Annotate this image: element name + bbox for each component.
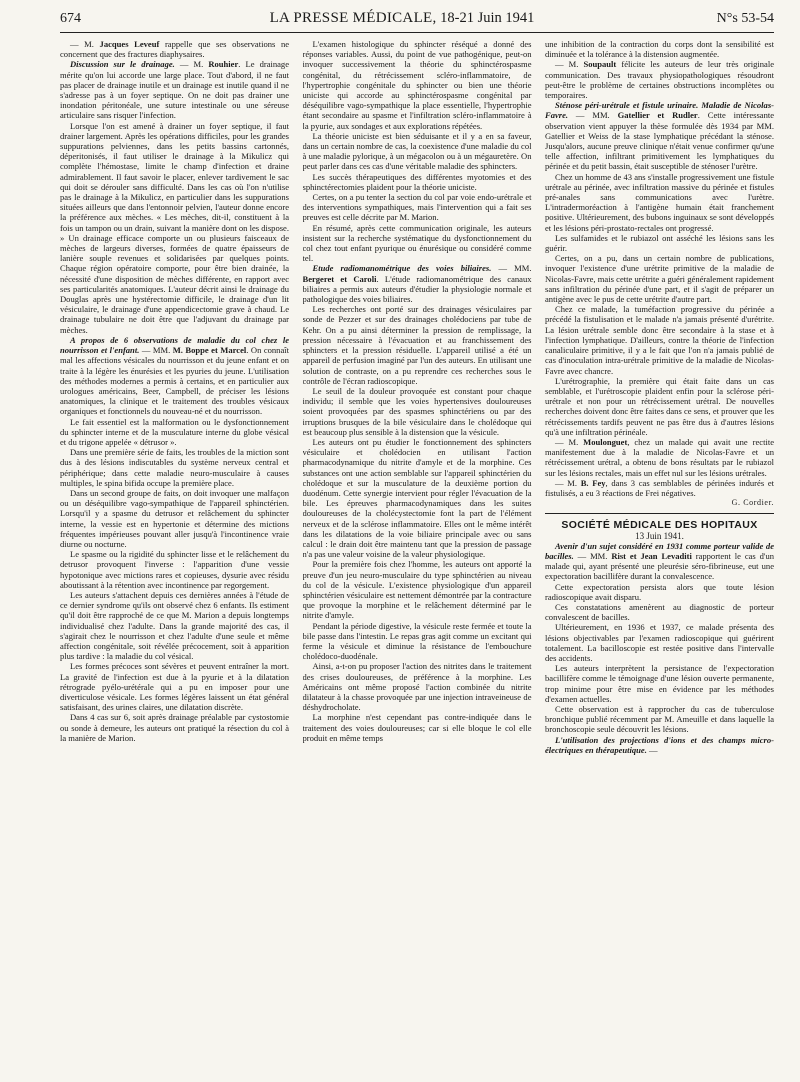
society-title: SOCIÉTÉ MÉDICALE DES HOPITAUX [561,519,758,532]
page-number: 674 [60,11,81,26]
signature: G. Cordier. [731,498,774,508]
paragraph: — M. Moulonguet, chez un malade qui avait une rectite manifestement due à la maladie de Nicolas-Favre et un rétrécissement urétral, a obtenu de bons résultats par le rubiazol sur les lésions rectales, mais un effet nul sur les lésions urétrales. [545,436,774,478]
column-3 [545,39,774,1079]
paragraph: En résumé, après cette communication originale, les auteurs insistent sur la recherche systématique du dysfonctionnement du col chez tout enfant pyurique ou énurésique ou considéré comme tel. [302,222,532,264]
section-heading: Avenir d'un sujet considéré en 1931 comme porteur valide de bacilles. [545,540,774,561]
section-paragraph: A propos de 6 observations de maladie du col chez le nourrisson et l'enfant. — MM. M. Boppe et Marcel. On connaît mal les affections vésicales du nourrisson et du jeune enfant et on traite à la légère les énurésies et les pyuries du jeune. L'utilisation des méthodes modernes a permis à certains, et en particulier aux urologues américains, Beer, Campbell, de préciser les lésions anatomiques, la clinique et le traitement des troubles vésicaux organiques et fonctionnels du nouveau-né et du nourrisson. [60,334,289,417]
section-heading: L'utilisation des projections d'ions et des champs micro-électriques en thérapeutique. [545,734,774,755]
paragraph: La morphine n'est cependant pas contre-indiquée dans le traitement des voies douloureuses; car si elle bloque le col elle produit en même temps [302,712,532,743]
column-1 [60,39,289,1079]
paragraph: Dans 4 cas sur 6, soit après drainage préalable par cystostomie ou sonde à demeure, les auteurs ont pratiqué la résection du col à la manière de Marion. [60,712,289,743]
paragraph: Le seuil de la douleur provoquée est constant pour chaque individu; il semble que les voies hypertensives douloureuses soient provoquées par des spasmes sphinctériens ou par des irruptions brusques de la bile vésiculaire dans le cholédoque qui est beaucoup plus sensible à la distension que la vésicule. [302,385,532,437]
journal-title: LA PRESSE MÉDICALE, [269,10,437,26]
author-name: Moulonguet [583,436,628,447]
paragraph: Cette expectoration persista alors que toute lésion radioscopique avait disparu. [545,581,774,602]
author-name: Bergeret et Caroli [302,273,377,284]
author-name: Gatellier et Rudler [617,110,698,121]
session-date: 13 Juin 1941. [635,530,684,541]
paragraph: L'examen histologique du sphincter réséqué a donné des réponses variables. Aussi, du point de vue pathogénique, peut-on invoquer successivement la théorie du sphinctérospasme congénital, du rétrécissement scléro-inflammatoire, de l'hypertrophie congénitale du sphincter ou bien une théorie uniciste qui accorde au sphinctérospasme congénital par déséquilibre vago-sympathique la place essentielle, l'hypertrophie étant secondaire au spasme et l'infiltration scléro-inflammatoire à la pyurie, aux sondages et aux explorations répétées. [302,39,532,131]
issue-date: 18-21 Juin 1941 [440,10,535,26]
paragraph: Le spasme ou la rigidité du sphincter lisse et le relâchement du detrusor provoquent l'inverse : l'apparition d'une vessie hypotonique avec mictions rares et copieuses, dysurie avec résidu aboutissant à la rétention avec incontinence par regorgement. [60,549,289,590]
paragraph: Certes, on a pu tenter la section du col par voie endo-urétrale et des interventions sympathiques, mais l'intervention qui a fait ses preuves est celle décrite par M. Marion. [302,192,532,223]
paragraph: L'urétrographie, la première qui était faite dans un cas semblable, et l'urétroscopie plaident enfin pour la sclérose péri-urétrale et non pour un rétrécissement urétral. De nouvelles recherches doivent donc être faites dans ce sens, et prouver que les rétrécissements tardifs peuvent ne pas être dus à d'autres lésions qu'à une infiltration périnéale. [545,375,774,437]
paragraph: — M. B. Fey, dans 3 cas semblables de périnées indurés et fistulisés, a eu 3 réactions de Frei négatives. [545,477,774,498]
section-paragraph: Avenir d'un sujet considéré en 1931 comme porteur valide de bacilles. — MM. Rist et Jean Levaditi rapportent le cas d'un malade qui, ayant présenté une pleurésie séro-fibrineuse, eut une expectoration bacillifère durant la convalescence. [545,540,774,582]
paragraph: Les auteurs ont pu étudier le fonctionnement des sphincters vésiculaire et cholédocien en utilisant l'action pharmacodynamique du nitrite d'amyle et de la morphine. Ces substances ont une action semblable sur l'appareil sphinctérien du cholédoque et sur la musculature de la deuxième portion du duodénum. Cette synergie intervient pour régler l'évacuation de la bile. Les épreuves pharmacodynamiques dans les suites douloureuses de la cholécystectomie font la part de l'élément nerveux et de la sclérose inflammatoire. Elles ont le même intérêt dans les dilatations de la voie biliaire principale avec ou sans calcul : le drain doit être maintenu tant que la pression de passage n'a pas une valeur voisine de la valeur physiologique. [302,436,532,560]
section-paragraph: Discussion sur le drainage. — M. Rouhier. Le drainage mérite qu'on lui accorde une large place. Tout d'abord, il ne faut pas placer de drainage inutile et un drainage est inutile quand il ne s'adresse pas à un foyer septique. On ne doit pas drainer une inondation péritonéale, une suture intestinale ou une séreuse articulaire sans risquer l'infection. [60,59,289,121]
paragraph: Chez un homme de 43 ans s'installe progressivement une fistule urétrale au périnée, avec infiltration massive du périnée et fistules pré-anales sans communications avec l'urètre. L'intradermoréaction à l'antigène humain était franchement positive. Ultérieurement, des bubons inguinaux se sont développés et les lésions péri-prostato-rectales ont progressé. [545,171,774,233]
page-header [60,10,774,33]
column-2 [303,39,532,1079]
section-heading: Sténose péri-urétrale et fistule urinaire. Maladie de Nicolas-Favre. [545,100,774,121]
paragraph: Les sulfamides et le rubiazol ont asséché les lésions sans les guérir. [545,232,774,254]
section-heading: A propos de 6 observations de maladie du col chez le nourrisson et l'enfant. [60,334,289,356]
author-name: Soupault [583,59,617,70]
paragraph: Lorsque l'on est amené à drainer un foyer septique, il faut drainer largement. Après les opérations difficiles, pour les grandes suppurations pelviennes, dans les petits bassins cartonnés, déperitonisés, il faut utiliser le drainage à la Mikulicz qui complète l'hémostase, limite le champ d'infection et draine admirablement. Il faut savoir le placer, enlever tardivement le sac qui doit se dérouler sans difficulté. Dans les cas où l'on n'utilise pas le drainage à la Mikulicz, en particulier dans les suppurations situées ailleurs que dans l'entonnoir pelvien, l'auteur donne encore la préférence aux mèches. « Les mèches, dit-il, constituent à la fois un tampon ou un drain, suivant la manière dont on les dispose. » Un drainage efficace comporte un ou plusieurs faisceaux de mèches de largeurs diverses, formées de quatre épaisseurs de lanière souple revenues et solidarisées par quelques points. Chaque région opératoire comporte, pour être bien drainée, la nécessité d'une disposition de mèches différente, en rapport avec ses particularités anatomiques. L'auteur décrit ainsi le drainage du Douglas après une hystérectomie difficile, le drainage d'un lit vésiculaire, le drainage d'une appendicectomie grave à chaud. Le drainage tubulaire ne doit être que l'adjuvant du drainage par mèches. [60,120,289,335]
paragraph: Les auteurs s'attachent depuis ces dernières années à l'étude de ce dernier syndrome qu'ils ont observé chez 6 enfants. Ils estiment qu'il doit être rapproché de ce que M. Marion a depuis longtemps individualisé chez l'adulte. Dans la grande majorité des cas, il s'agirait chez le nourrisson et chez l'adulte d'une seule et même affection congénitale, soit révélée précocement, soit à apparition plus tardive : la maladie du col vésical. [60,589,289,662]
author-name: Rist et Jean Levaditi [611,550,692,561]
section-heading: Discussion sur le drainage. [70,59,175,70]
paragraph: Les succès thérapeutiques des différentes myotomies et des sphinctérectomies plaident pour la théorie uniciste. [302,171,532,192]
section-paragraph: Etude radiomanométrique des voies biliaires. — MM. Bergeret et Caroli. L'étude radiomanométrique des canaux biliaires a permis aux auteurs d'étudier la physiologie normale et pathologique des voies biliaires. [302,263,532,305]
paragraph: Les auteurs interprètent la persistance de l'expectoration bacillifère comme le témoignage d'une lésion ouverte permanente, trop minime pour être mise en évidence par les méthodes d'examen actuelles. [545,663,774,704]
paragraph: Les formes précoces sont sévères et peuvent entraîner la mort. La gravité de l'infection est due à la pyurie et à la dilatation rétrograde pyélo-urétérale qui a pu en imposer pour une diverticulose vésicale. Les formes légères laissent un état général satisfaisant, des urines claires, une dilatation discrète. [60,661,289,713]
paragraph: Pour la première fois chez l'homme, les auteurs ont apporté la preuve d'un jeu neuro-musculaire du type sphinctérien au niveau du col de la vésicule. L'existence physiologique d'un appareil sphinctérien vésiculaire est nettement démontrée par la contracture que provoque la morphine et le relâchement déterminé par le nitrite d'amyle. [302,559,532,621]
paragraph: Ainsi, a-t-on pu proposer l'action des nitrites dans le traitement des crises douloureuses, de préférence à la morphine. Les Américains ont même proposé l'action combinée du nitrite dilatateur à la chasse provoquée par une injection intraveineuse de déshydrocholate. [302,661,532,713]
paragraph: La théorie uniciste est bien séduisante et il y a en sa faveur, dans un certain nombre de cas, la coexistence d'une maladie du col à une maladie pylorique, à un mégacolon ou à un mégauretère. On peut parler dans ces cas d'une véritable maladie des sphincters. [302,130,532,172]
issue-number: N°s 53-54 [716,11,774,26]
author-name: Jacques Leveuf [99,39,160,49]
author-name: M. Boppe et Marcel [172,345,247,356]
author-name: Rouhier [208,59,239,70]
section-paragraph: L'utilisation des projections d'ions et des champs micro-électriques en thérapeutique. — [545,734,774,755]
paragraph: Les recherches ont porté sur des drainages vésiculaires par sonde de Pezzer et sur des drainages cholédociens par tube de Kehr. On a pu ainsi déterminer la pression de remplissage, la pression nécessaire à l'évacuation et au franchissement des sphincters et la pression résiduelle. L'appareil utilisé a été un appareil de perfusion imaginé par l'un des auteurs. En utilisant une solution de contraste, on a pu reprendre ces recherches sous le contrôle de l'écran radioscopique. [302,304,532,386]
paragraph: Ces constatations amenèrent au diagnostic de porteur convalescent de bacilles. [545,601,774,623]
paragraph: Chez ce malade, la tuméfaction progressive du périnée a précédé la fistulisation et le malade n'a jamais présenté d'urétrite. La lésion urétrale semble donc être secondaire à la stase et à l'infection lymphatique. D'ailleurs, contre la théorie de l'infection canaliculaire primitive, il y a le fait que l'on n'a jamais publié de cas d'inoculation intra-urétrale primitive de la maladie de Nicolas-Favre avec chancre. [545,304,774,376]
paragraph: Dans une première série de faits, les troubles de la miction sont dus à des lésions indiscutables du système nerveux central et périphérique; dans cette maladie neuro-musculaire à causes multiples, le spina bifida occupe la première place. [60,447,289,488]
paragraph: — M. Soupault félicite les auteurs de leur très originale communication. Des travaux physiopathologiques résoudront peut-être le problème de certaines obstructions incomplètes ou temporaires. [545,59,774,101]
article-columns [60,39,774,1079]
paragraph: Certes, on a pu, dans un certain nombre de publications, invoquer l'existence d'une urétrite primitive de la maladie de Nicolas-Favre, mais cette urétrite a guéri généralement rapidement sans infiltration du périnée d'une part, et il s'agit de préparer un antigène avec le pus de cette urétrite d'autre part. [545,253,774,305]
paragraph: Pendant la période digestive, la vésicule reste fermée et toute la bile passe dans l'intestin. Le repas gras agit comme un excitant qui ferme la vésicule et diminue la résistance de l'embouchure cholédoco-duodénale. [302,620,532,662]
paragraph: Le fait essentiel est la malformation ou le dysfonctionnement du sphincter interne et de la musculature interne du globe vésical et du trigone appelée « détrusor ». [60,416,289,447]
header-center [120,10,684,27]
paragraph: Cette observation est à rapprocher du cas de tuberculose bronchique publié récemment par M. Ameuille et dans laquelle la bronchoscopie seule découvrit les lésions. [545,704,774,735]
author-name: B. Fey [580,477,606,488]
paragraph: Dans un second groupe de faits, on doit invoquer une malfaçon ou un déséquilibre vago-sympathique de l'appareil sphinctérien. Lorsqu'il y a spasme du detrusor et relâchement du sphincter interne, la vessie est en hypertonie et détermine des mictions fréquentes impérieuses pouvant aller jusqu'à l'incontinence vraie diurne ou nocturne. [60,487,289,549]
paragraph: Ultérieurement, en 1936 et 1937, ce malade présenta des lésions objectivables par l'examen radioscopique qui guérirent totalement. La bacilloscopie est restée positive dans l'intervalle des accidents. [545,622,774,663]
section-divider [545,513,774,514]
paragraph: une inhibition de la contraction du corps dont la sensibilité est diminuée et la tolérance à la distension augmentée. [545,39,774,60]
section-heading: Etude radiomanométrique des voies biliaires. [312,263,492,274]
paragraph: — M. Jacques Leveuf rappelle que ses observations ne concernent que des fractures diaphysaires. [60,39,289,60]
section-paragraph: Sténose péri-urétrale et fistule urinaire. Maladie de Nicolas-Favre. — MM. Gatellier et Rudler. Cette intéressante observation vient appuyer la thèse formulée dès 1934 par MM. Gatellier et Weiss de la stase lymphatique précédant la sténose. Jusqu'alors, aucune preuve clinique n'était venue confirmer qu'une telle affection, infiltrant primitivement les lymphatiques du périnée et du petit bassin, était susceptible de sténoser l'urètre. [545,100,774,172]
